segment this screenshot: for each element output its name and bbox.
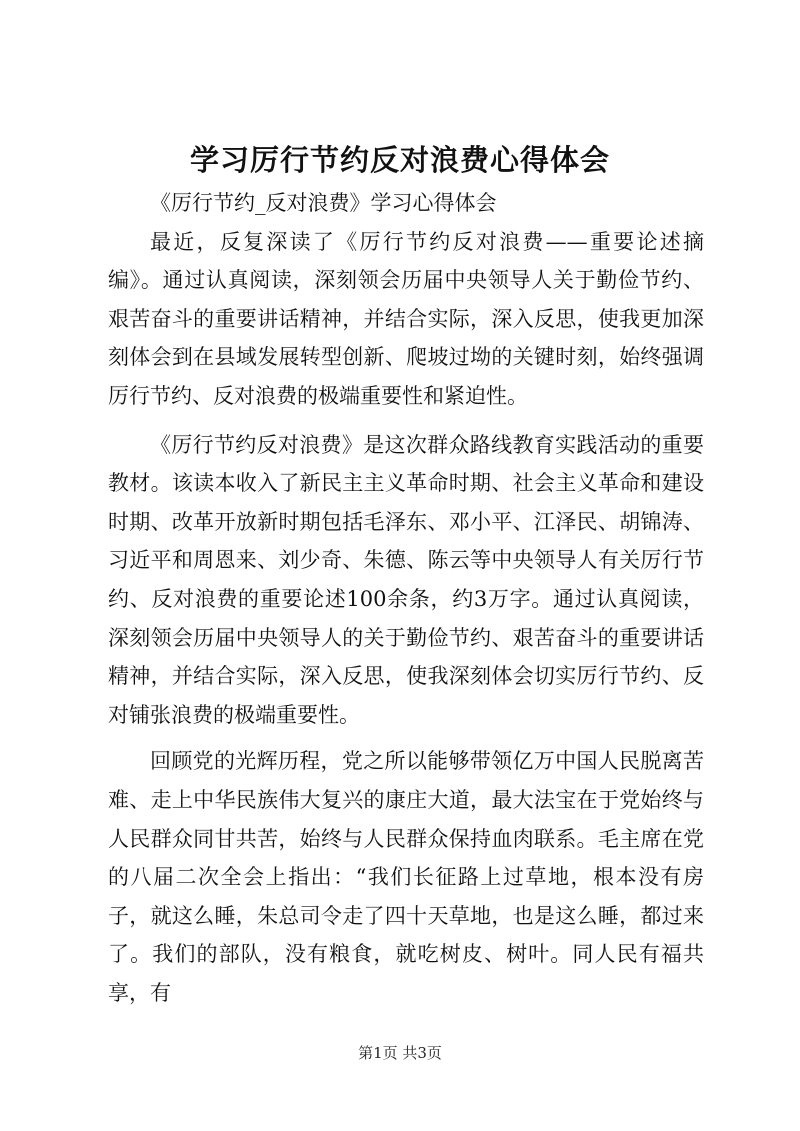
document-subtitle: 《厉行节约_反对浪费》学习心得体会 <box>150 191 497 215</box>
paragraph-3: 回顾党的光辉历程，党之所以能够带领亿万中国人民脱离苦难、走上中华民族伟大复兴的康庄大道，最大法宝在于党始终与人民群众同甘共苦，始终与人民群众保持血肉联系。毛主席在党的八届二次全会上指出：“我们长征路上过草地，根本没有房子，就这么睡，朱总司令走了四十天草地，也是这么睡，都过来了。我们的部队，没有粮食，就吃树皮、树叶。同人民有福共享，有 <box>108 749 704 1005</box>
paragraph-1: 最近，反复深读了《厉行节约反对浪费——重要论述摘编》。通过认真阅读，深刻领会历届中央领导人关于勤俭节约、艰苦奋斗的重要讲话精神，并结合实际，深入反思，使我更加深刻体会到在县域发展转型创新、爬坡过坳的关键时刻，始终强调厉行节约、反对浪费的极端重要性和紧迫性。 <box>108 229 704 408</box>
page-footer: 第1页 共3页 <box>358 1044 442 1062</box>
document-title: 学习厉行节约反对浪费心得体会 <box>189 143 610 177</box>
paragraph-2: 《厉行节约反对浪费》是这次群众路线教育实践活动的重要教材。该读本收入了新民主主义革命时期、社会主义革命和建设时期、改革开放新时期包括毛泽东、邓小平、江泽民、胡锦涛、习近平和周恩来、刘少奇、朱德、陈云等中央领导人有关厉行节约、反对浪费的重要论述100余条，约3万字。通过认真阅读，深刻领会历届中央领导人的关于勤俭节约、艰苦奋斗的重要讲话精神，并结合实际，深入反思，使我深刻体会切实厉行节约、反对铺张浪费的极端重要性。 <box>108 432 704 727</box>
document-body <box>108 184 704 1012</box>
